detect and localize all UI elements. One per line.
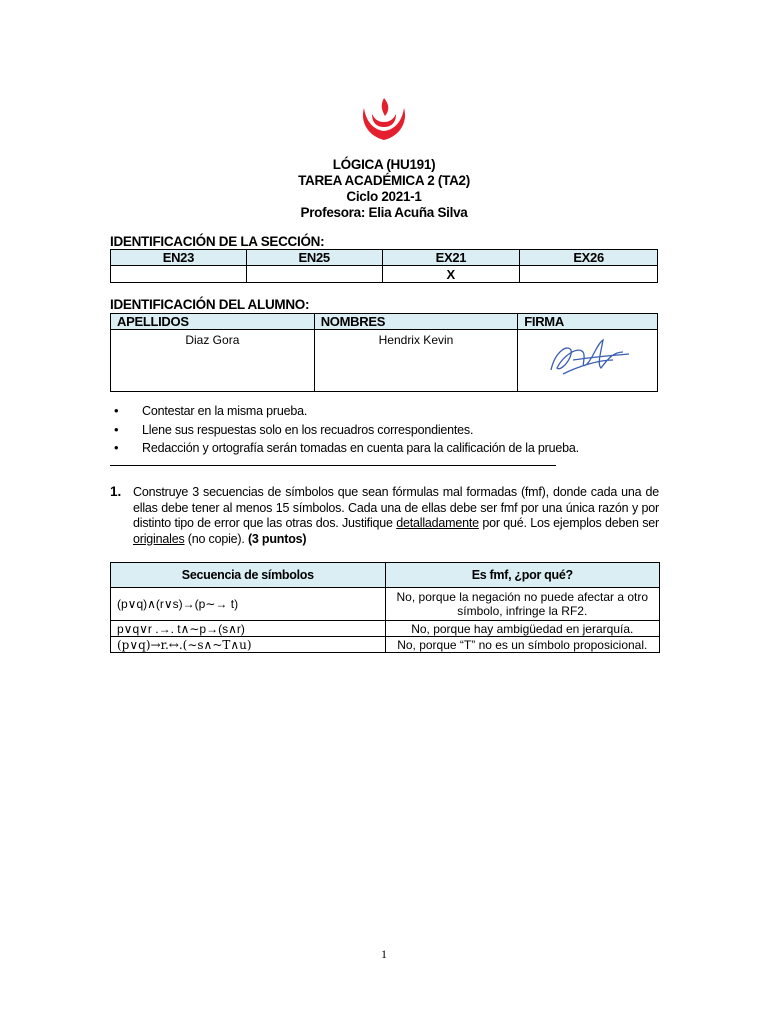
- student-table: [110, 313, 658, 392]
- answer-sequence-2[interactable]: p∨q∨r .→. t∧∼p→(s∧r): [111, 621, 386, 637]
- table-row: [111, 588, 660, 621]
- student-id-title: IDENTIFICACIÓN DEL ALUMNO:: [110, 297, 310, 312]
- answer-reason-2[interactable]: No, porque hay ambigüedad en jerarquía.: [385, 621, 659, 637]
- student-apellidos-value[interactable]: Diaz Gora: [111, 330, 315, 392]
- bullet-icon: •: [114, 440, 119, 455]
- answer-sequence-3[interactable]: (p∨q)→r.↔.(∼s∧~T∧u): [111, 637, 386, 653]
- student-signature-cell[interactable]: [518, 330, 658, 392]
- answers-col-reason: Es fmf, ¿por qué?: [385, 563, 659, 588]
- document-header: [0, 157, 768, 221]
- professor-label: Profesora: Elia Acuña Silva: [300, 205, 468, 220]
- section-col-en25: EN25: [246, 250, 382, 266]
- answers-col-sequence: Secuencia de símbolos: [111, 563, 386, 588]
- assignment-title: TAREA ACADÉMICA 2 (TA2): [298, 173, 470, 188]
- question-points: (3 puntos): [247, 531, 307, 546]
- section-col-en23: EN23: [111, 250, 247, 266]
- student-col-firma: FIRMA: [518, 314, 658, 330]
- bullet-icon: •: [114, 421, 119, 437]
- student-col-apellidos: APELLIDOS: [111, 314, 315, 330]
- table-row: [111, 637, 660, 653]
- section-mark-en23[interactable]: [111, 266, 247, 283]
- section-col-ex26: EX26: [520, 250, 658, 266]
- handwritten-signature-icon: [543, 330, 633, 380]
- section-mark-ex21[interactable]: X: [382, 266, 520, 283]
- course-title: LÓGICA (HU191): [332, 157, 436, 172]
- section-col-ex21: EX21: [382, 250, 520, 266]
- question-text: Construye 3 secuencias de símbolos que sean fórmulas mal formadas (fmf), donde cada una de ellas debe tener al menos 15 símbolos. Cada una de ellas debe ser fmf por una única razón y por distinto tipo de error que las otras dos. Justifique detalladamente por qué. Los ejemplos deben ser originales (no copie). (3 puntos): [133, 485, 659, 546]
- university-logo: [358, 96, 410, 144]
- answer-reason-3[interactable]: No, porque “T” no es un símbolo proposicional.: [385, 637, 659, 653]
- answer-reason-1[interactable]: No, porque la negación no puede afectar a otro símbolo, infringe la RF2.: [385, 588, 659, 621]
- answers-table: [110, 562, 660, 653]
- section-table: [110, 249, 658, 283]
- answer-sequence-1[interactable]: (p∨q)∧(r∨s)→(p∼→ t): [111, 588, 386, 621]
- divider-line: [110, 465, 556, 466]
- student-nombres-value[interactable]: Hendrix Kevin: [314, 330, 518, 392]
- section-id-title: IDENTIFICACIÓN DE LA SECCIÓN:: [110, 234, 325, 249]
- cycle-label: Ciclo 2021-1: [346, 189, 422, 204]
- page-number: 1: [381, 947, 387, 961]
- bullet-icon: •: [114, 403, 119, 418]
- section-mark-ex26[interactable]: [520, 266, 658, 283]
- student-col-nombres: NOMBRES: [314, 314, 518, 330]
- table-row: [111, 621, 660, 637]
- section-mark-en25[interactable]: [246, 266, 382, 283]
- question-number: 1.: [110, 484, 122, 499]
